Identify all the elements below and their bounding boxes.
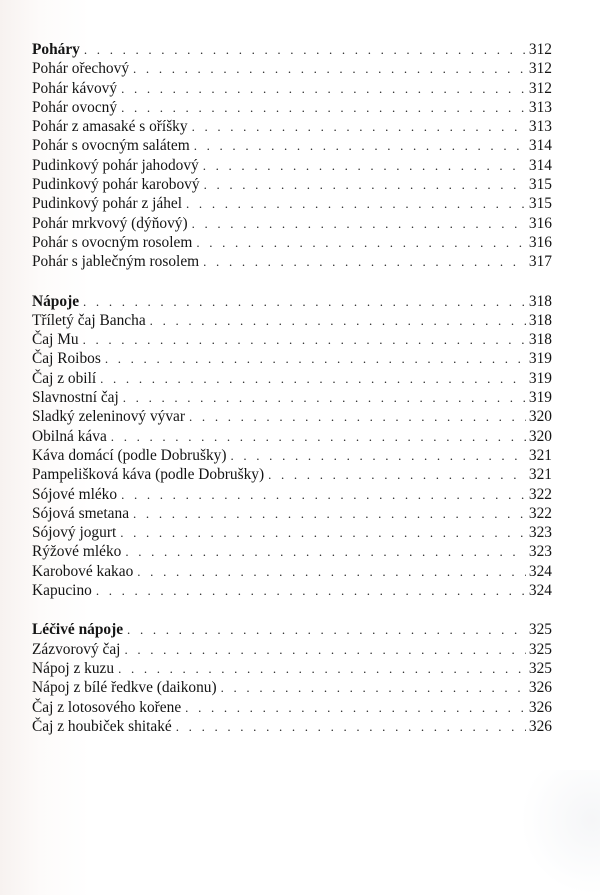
toc-entry-title: Pohár ovocný [32, 98, 118, 116]
toc-page-number: 317 [528, 253, 552, 271]
toc-page-number: 320 [528, 408, 552, 426]
dot-leader [118, 659, 526, 678]
dot-leader [196, 233, 526, 252]
toc-entry-title: Pudinkový pohár karobový [32, 176, 200, 194]
toc-entry [32, 698, 552, 717]
toc-entry-title: Pohár z amasaké s oříšky [32, 118, 188, 136]
toc-entry [32, 156, 552, 175]
toc-page-number: 321 [528, 446, 552, 464]
dot-leader [84, 40, 526, 59]
toc-entry [32, 369, 552, 388]
toc-entry [32, 407, 552, 426]
toc-entry [32, 252, 552, 271]
toc-entry-title: Pohár mrkvový (dýňový) [32, 214, 188, 232]
dot-leader [192, 214, 526, 233]
toc-page-number: 326 [528, 679, 552, 697]
toc-entry-title: Pohár kávový [32, 79, 118, 97]
toc-page-number: 318 [528, 292, 552, 310]
toc-entry [32, 194, 552, 213]
dot-leader [186, 194, 526, 213]
toc-entry [32, 581, 552, 600]
toc-entry [32, 79, 552, 98]
dot-leader [100, 369, 526, 388]
toc-entry-title: Sójové mléko [32, 485, 118, 503]
page-bleed-through [520, 770, 600, 895]
dot-leader [127, 620, 526, 639]
dot-leader [121, 485, 526, 504]
dot-leader [176, 717, 526, 736]
toc-entry-title: Čaj z obilí [32, 369, 97, 387]
toc-section-pohary [32, 40, 552, 272]
toc-entry-title: Sójový jogurt [32, 524, 117, 542]
toc-page-number: 323 [528, 524, 552, 542]
toc-page-number: 315 [528, 195, 552, 213]
toc-entry-title: Pohár s jablečným rosolem [32, 253, 200, 271]
toc-page-number: 312 [528, 79, 552, 97]
dot-leader [105, 349, 526, 368]
toc-entry [32, 678, 552, 697]
dot-leader [189, 407, 526, 426]
toc-heading-title: Nápoje [32, 292, 80, 310]
dot-leader [133, 59, 526, 78]
toc-page-number: 319 [528, 389, 552, 407]
toc-entry [32, 59, 552, 78]
toc-entry [32, 523, 552, 542]
dot-leader [111, 427, 526, 446]
toc-entry-title: Nápoj z bílé ředkve (daikonu) [32, 679, 217, 697]
toc-entry-title: Sladký zeleninový vývar [32, 408, 186, 426]
toc-section-heading [32, 292, 552, 311]
dot-leader [192, 117, 526, 136]
toc-page-number: 324 [528, 582, 552, 600]
dot-leader [96, 581, 526, 600]
toc-page-number: 316 [528, 214, 552, 232]
dot-leader [203, 252, 526, 271]
toc-entry [32, 98, 552, 117]
dot-leader [120, 523, 526, 542]
toc-entry [32, 175, 552, 194]
toc-entry [32, 465, 552, 484]
toc-page-number: 318 [528, 331, 552, 349]
toc-page-number: 313 [528, 98, 552, 116]
toc-entry-title: Zázvorový čaj [32, 640, 121, 658]
toc-entry-title: Pohár s ovocným rosolem [32, 233, 193, 251]
toc-page-number: 313 [528, 118, 552, 136]
toc-heading-title: Léčivé nápoje [32, 621, 124, 639]
toc-entry [32, 542, 552, 561]
toc-entry-title: Tříletý čaj Bancha [32, 311, 146, 329]
dot-leader [123, 388, 526, 407]
toc-page-number: 321 [528, 466, 552, 484]
dot-leader [125, 542, 526, 561]
toc-entry-title: Karobové kakao [32, 562, 134, 580]
toc-page-number: 316 [528, 233, 552, 251]
toc-entry [32, 214, 552, 233]
toc-page-number: 323 [528, 543, 552, 561]
toc-entry [32, 446, 552, 465]
dot-leader [203, 156, 526, 175]
toc-entry [32, 427, 552, 446]
toc-section-napoje [32, 292, 552, 601]
toc-page-number: 326 [528, 717, 552, 735]
dot-leader [133, 504, 526, 523]
toc-page-number: 326 [528, 698, 552, 716]
dot-leader [83, 330, 526, 349]
toc-entry-title: Pohár ořechový [32, 60, 130, 78]
toc-entry-title: Pampelišková káva (podle Dobrušky) [32, 466, 265, 484]
toc-section-heading [32, 620, 552, 639]
toc-entry [32, 311, 552, 330]
dot-leader [230, 446, 525, 465]
toc-page-number: 322 [528, 504, 552, 522]
toc-page-number: 322 [528, 485, 552, 503]
toc-entry [32, 330, 552, 349]
dot-leader [194, 136, 526, 155]
toc-entry-title: Pudinkový pohár jahodový [32, 156, 199, 174]
dot-leader [121, 98, 526, 117]
dot-leader [221, 678, 526, 697]
toc-entry-title: Káva domácí (podle Dobrušky) [32, 446, 227, 464]
toc-section-lecive-napoje [32, 620, 552, 736]
toc-page-number: 314 [528, 156, 552, 174]
toc-entry-title: Rýžové mléko [32, 543, 122, 561]
toc-entry [32, 136, 552, 155]
toc-entry [32, 640, 552, 659]
toc-entry [32, 504, 552, 523]
toc-entry-title: Čaj Mu [32, 331, 79, 349]
toc-entry-title: Pudinkový pohár z jáhel [32, 195, 183, 213]
toc-page-number: 315 [528, 176, 552, 194]
toc-page-number: 325 [528, 659, 552, 677]
toc-entry-title: Kapucino [32, 582, 92, 600]
toc-page-number: 319 [528, 350, 552, 368]
toc-page-number: 312 [528, 41, 552, 58]
toc-entry-title: Čaj Roibos [32, 350, 101, 368]
toc-entry-title: Čaj z lotosového kořene [32, 698, 182, 716]
toc-entry [32, 117, 552, 136]
toc-entry-title: Obilná káva [32, 427, 107, 445]
toc-section-heading [32, 40, 552, 59]
dot-leader [137, 562, 526, 581]
toc-page-number: 312 [528, 60, 552, 78]
toc-entry [32, 233, 552, 252]
table-of-contents [32, 40, 552, 736]
dot-leader [83, 292, 526, 311]
toc-entry [32, 717, 552, 736]
toc-entry-title: Pohár s ovocným salátem [32, 137, 190, 155]
dot-leader [150, 311, 526, 330]
toc-page-number: 324 [528, 562, 552, 580]
toc-entry [32, 562, 552, 581]
dot-leader [185, 698, 526, 717]
toc-entry-title: Slavnostní čaj [32, 389, 119, 407]
toc-entry [32, 485, 552, 504]
toc-entry [32, 388, 552, 407]
toc-entry-title: Čaj z houbiček shitaké [32, 717, 172, 735]
toc-heading-title: Poháry [32, 41, 80, 58]
toc-entry [32, 659, 552, 678]
toc-page-number: 325 [528, 640, 552, 658]
toc-entry-title: Nápoj z kuzu [32, 659, 115, 677]
dot-leader [268, 465, 526, 484]
dot-leader [121, 79, 526, 98]
toc-entry-title: Sójová smetana [32, 504, 130, 522]
dot-leader [204, 175, 526, 194]
toc-page-number: 320 [528, 427, 552, 445]
toc-page-number: 318 [528, 311, 552, 329]
dot-leader [124, 640, 525, 659]
toc-page-number: 319 [528, 369, 552, 387]
toc-entry [32, 349, 552, 368]
toc-page-number: 314 [528, 137, 552, 155]
toc-page-number: 325 [528, 621, 552, 639]
